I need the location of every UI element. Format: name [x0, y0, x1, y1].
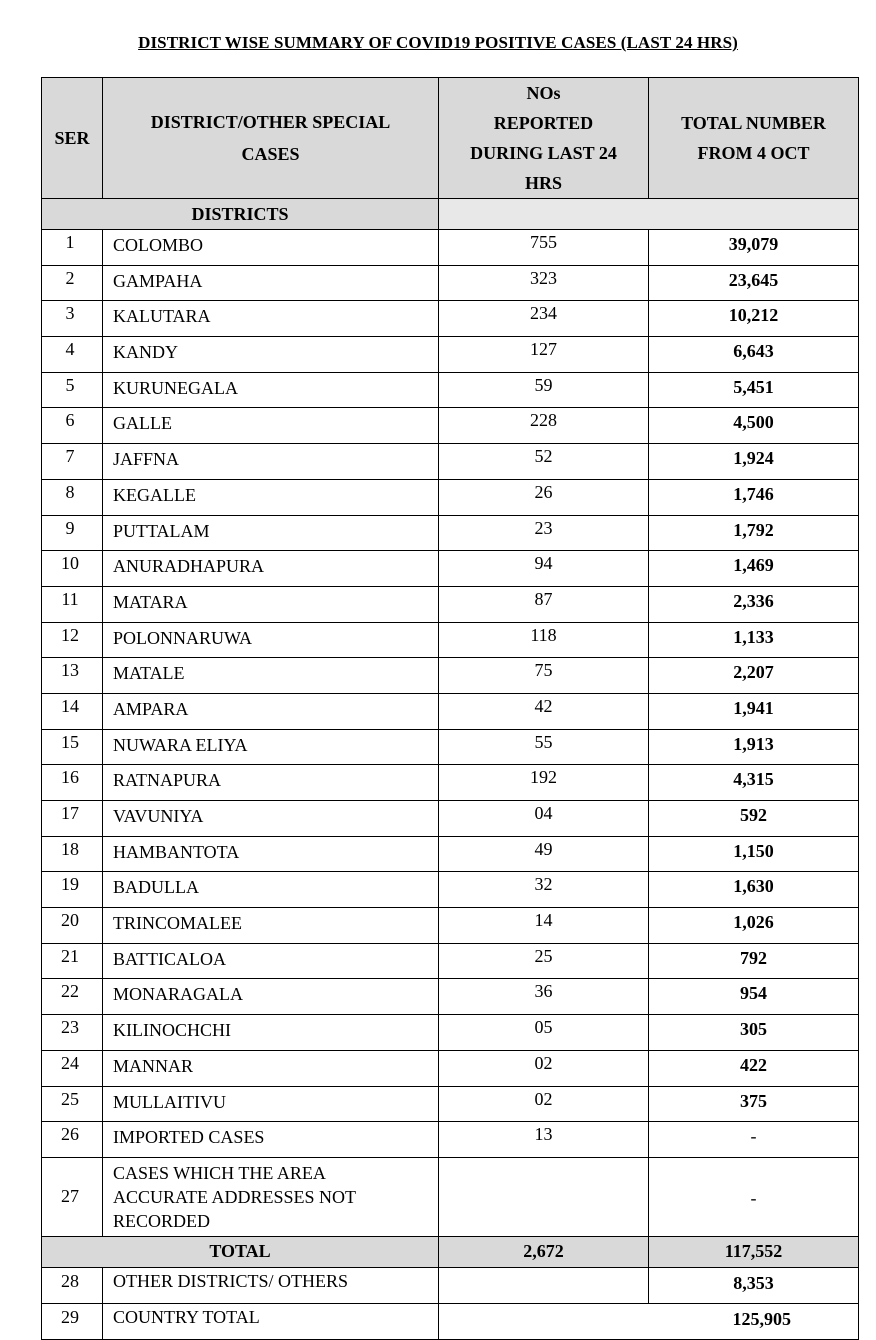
row-ser: 17 — [42, 801, 103, 837]
row-total: 792 — [649, 943, 859, 979]
table-row — [42, 943, 859, 979]
row-name: AMPARA — [103, 693, 439, 729]
row-ser: 26 — [42, 1122, 103, 1158]
table-row — [42, 729, 859, 765]
table-row — [42, 265, 859, 301]
row-total: 23,645 — [649, 265, 859, 301]
row-ser: 11 — [42, 586, 103, 622]
row-name-line3: RECORDED — [113, 1210, 211, 1231]
row-reported: 49 — [439, 836, 649, 872]
row-name: IMPORTED CASES — [103, 1122, 439, 1158]
row-ser: 23 — [42, 1015, 103, 1051]
table-row — [42, 765, 859, 801]
row-reported: 755 — [439, 230, 649, 266]
row-reported: 234 — [439, 301, 649, 337]
section-blank — [439, 199, 859, 230]
table-row — [42, 801, 859, 837]
row-name: VAVUNIYA — [103, 801, 439, 837]
row-ser: 19 — [42, 872, 103, 908]
row-ser: 1 — [42, 230, 103, 266]
header-ser: SER — [42, 78, 103, 199]
table-row — [42, 337, 859, 373]
row-reported: 25 — [439, 943, 649, 979]
row-name: KALUTARA — [103, 301, 439, 337]
row-total: 375 — [649, 1086, 859, 1122]
row-reported: 94 — [439, 551, 649, 587]
row-ser: 29 — [42, 1303, 103, 1339]
table-row — [42, 444, 859, 480]
row-reported — [439, 1267, 649, 1303]
table-row — [42, 836, 859, 872]
row-name: GAMPAHA — [103, 265, 439, 301]
row-total: 1,913 — [649, 729, 859, 765]
table-row — [42, 372, 859, 408]
row-reported: 75 — [439, 658, 649, 694]
row-total: 1,924 — [649, 444, 859, 480]
row-name-line2: ACCURATE ADDRESSES NOT — [113, 1186, 357, 1207]
row-name: MONARAGALA — [103, 979, 439, 1015]
document-title: DISTRICT WISE SUMMARY OF COVID19 POSITIVE CASES (LAST 24 HRS) — [138, 33, 738, 52]
row-name — [103, 1157, 439, 1236]
row-total: - — [649, 1122, 859, 1158]
row-name: KEGALLE — [103, 479, 439, 515]
row-reported: 32 — [439, 872, 649, 908]
row-ser: 10 — [42, 551, 103, 587]
row-total: 8,353 — [649, 1267, 859, 1303]
row-ser: 6 — [42, 408, 103, 444]
row-reported: 52 — [439, 444, 649, 480]
header-district-line1: DISTRICT/OTHER SPECIAL — [150, 112, 391, 132]
total-total: 117,552 — [649, 1236, 859, 1267]
table-row — [42, 979, 859, 1015]
table-row-other-districts — [42, 1267, 859, 1303]
header-reported — [439, 78, 649, 199]
row-reported: 59 — [439, 372, 649, 408]
row-reported: 323 — [439, 265, 649, 301]
row-total: 1,746 — [649, 479, 859, 515]
row-ser: 18 — [42, 836, 103, 872]
header-reported-line4: HRS — [524, 173, 562, 193]
row-reported: 05 — [439, 1015, 649, 1051]
table-row — [42, 515, 859, 551]
table-row — [42, 301, 859, 337]
row-name: COLOMBO — [103, 230, 439, 266]
row-ser: 9 — [42, 515, 103, 551]
row-reported: 118 — [439, 622, 649, 658]
row-ser: 20 — [42, 908, 103, 944]
table-header-row — [42, 78, 859, 199]
table-row — [42, 1157, 859, 1236]
row-ser: 28 — [42, 1267, 103, 1303]
row-total: 1,026 — [649, 908, 859, 944]
header-reported-line3: DURING LAST 24 — [470, 143, 617, 163]
row-name: MULLAITIVU — [103, 1086, 439, 1122]
table-row — [42, 408, 859, 444]
table-row-country-total — [42, 1303, 859, 1339]
total-reported: 2,672 — [439, 1236, 649, 1267]
row-name: BATTICALOA — [103, 943, 439, 979]
row-total: 592 — [649, 801, 859, 837]
row-ser: 12 — [42, 622, 103, 658]
row-name: RATNAPURA — [103, 765, 439, 801]
table-row — [42, 1015, 859, 1051]
row-name: HAMBANTOTA — [103, 836, 439, 872]
row-name-line1: CASES WHICH THE AREA — [113, 1162, 326, 1183]
row-total: 1,469 — [649, 551, 859, 587]
row-total: 6,643 — [649, 337, 859, 373]
row-total: 954 — [649, 979, 859, 1015]
row-total: 39,079 — [649, 230, 859, 266]
row-ser: 14 — [42, 693, 103, 729]
row-total: 422 — [649, 1050, 859, 1086]
row-reported: 42 — [439, 693, 649, 729]
row-reported: 36 — [439, 979, 649, 1015]
row-reported: 23 — [439, 515, 649, 551]
row-reported: 192 — [439, 765, 649, 801]
table-row — [42, 479, 859, 515]
district-summary-table — [41, 77, 859, 1340]
row-total: 1,133 — [649, 622, 859, 658]
row-total: 2,336 — [649, 586, 859, 622]
section-row-districts — [42, 199, 859, 230]
header-total-line1: TOTAL NUMBER — [681, 113, 826, 133]
row-total: 1,941 — [649, 693, 859, 729]
row-name: MATARA — [103, 586, 439, 622]
header-total-line2: FROM 4 OCT — [697, 143, 810, 163]
section-label: DISTRICTS — [42, 199, 439, 230]
table-row — [42, 1122, 859, 1158]
row-reported — [439, 1157, 649, 1236]
row-reported: 02 — [439, 1086, 649, 1122]
row-name: ANURADHAPURA — [103, 551, 439, 587]
row-ser: 8 — [42, 479, 103, 515]
row-total: - — [649, 1157, 859, 1236]
row-name: MANNAR — [103, 1050, 439, 1086]
header-reported-line1: NOs — [526, 83, 561, 103]
row-name: TRINCOMALEE — [103, 908, 439, 944]
row-ser: 27 — [42, 1157, 103, 1236]
row-name: MATALE — [103, 658, 439, 694]
row-ser: 5 — [42, 372, 103, 408]
row-total: 4,315 — [649, 765, 859, 801]
table-row — [42, 622, 859, 658]
row-reported: 13 — [439, 1122, 649, 1158]
row-reported: 228 — [439, 408, 649, 444]
row-reported: 127 — [439, 337, 649, 373]
row-ser: 25 — [42, 1086, 103, 1122]
header-reported-line2: REPORTED — [493, 113, 594, 133]
table-row — [42, 908, 859, 944]
row-total: 2,207 — [649, 658, 859, 694]
total-label: TOTAL — [42, 1236, 439, 1267]
table-row — [42, 1086, 859, 1122]
table-row — [42, 693, 859, 729]
row-total: 1,792 — [649, 515, 859, 551]
row-total: 125,905 — [439, 1303, 859, 1339]
row-ser: 22 — [42, 979, 103, 1015]
row-name: JAFFNA — [103, 444, 439, 480]
row-total: 4,500 — [649, 408, 859, 444]
row-total: 10,212 — [649, 301, 859, 337]
table-row — [42, 1050, 859, 1086]
row-reported: 02 — [439, 1050, 649, 1086]
row-ser: 21 — [42, 943, 103, 979]
row-ser: 3 — [42, 301, 103, 337]
row-name: KURUNEGALA — [103, 372, 439, 408]
row-total: 1,630 — [649, 872, 859, 908]
header-district — [103, 78, 439, 199]
table-row — [42, 872, 859, 908]
header-district-line2: CASES — [241, 144, 300, 164]
row-reported: 04 — [439, 801, 649, 837]
row-ser: 15 — [42, 729, 103, 765]
row-reported: 87 — [439, 586, 649, 622]
row-total: 5,451 — [649, 372, 859, 408]
row-reported: 26 — [439, 479, 649, 515]
table-row — [42, 230, 859, 266]
row-ser: 7 — [42, 444, 103, 480]
row-name: PUTTALAM — [103, 515, 439, 551]
total-row — [42, 1236, 859, 1267]
row-name: COUNTRY TOTAL — [103, 1303, 439, 1339]
row-reported: 55 — [439, 729, 649, 765]
row-ser: 16 — [42, 765, 103, 801]
row-total: 1,150 — [649, 836, 859, 872]
row-ser: 4 — [42, 337, 103, 373]
table-row — [42, 551, 859, 587]
row-name: KANDY — [103, 337, 439, 373]
row-name: OTHER DISTRICTS/ OTHERS — [103, 1267, 439, 1303]
table-row — [42, 586, 859, 622]
row-name: POLONNARUWA — [103, 622, 439, 658]
row-ser: 13 — [42, 658, 103, 694]
row-name: BADULLA — [103, 872, 439, 908]
row-reported: 14 — [439, 908, 649, 944]
row-ser: 2 — [42, 265, 103, 301]
row-ser: 24 — [42, 1050, 103, 1086]
row-name: GALLE — [103, 408, 439, 444]
table-row — [42, 658, 859, 694]
row-name: NUWARA ELIYA — [103, 729, 439, 765]
row-name: KILINOCHCHI — [103, 1015, 439, 1051]
header-total — [649, 78, 859, 199]
row-total: 305 — [649, 1015, 859, 1051]
